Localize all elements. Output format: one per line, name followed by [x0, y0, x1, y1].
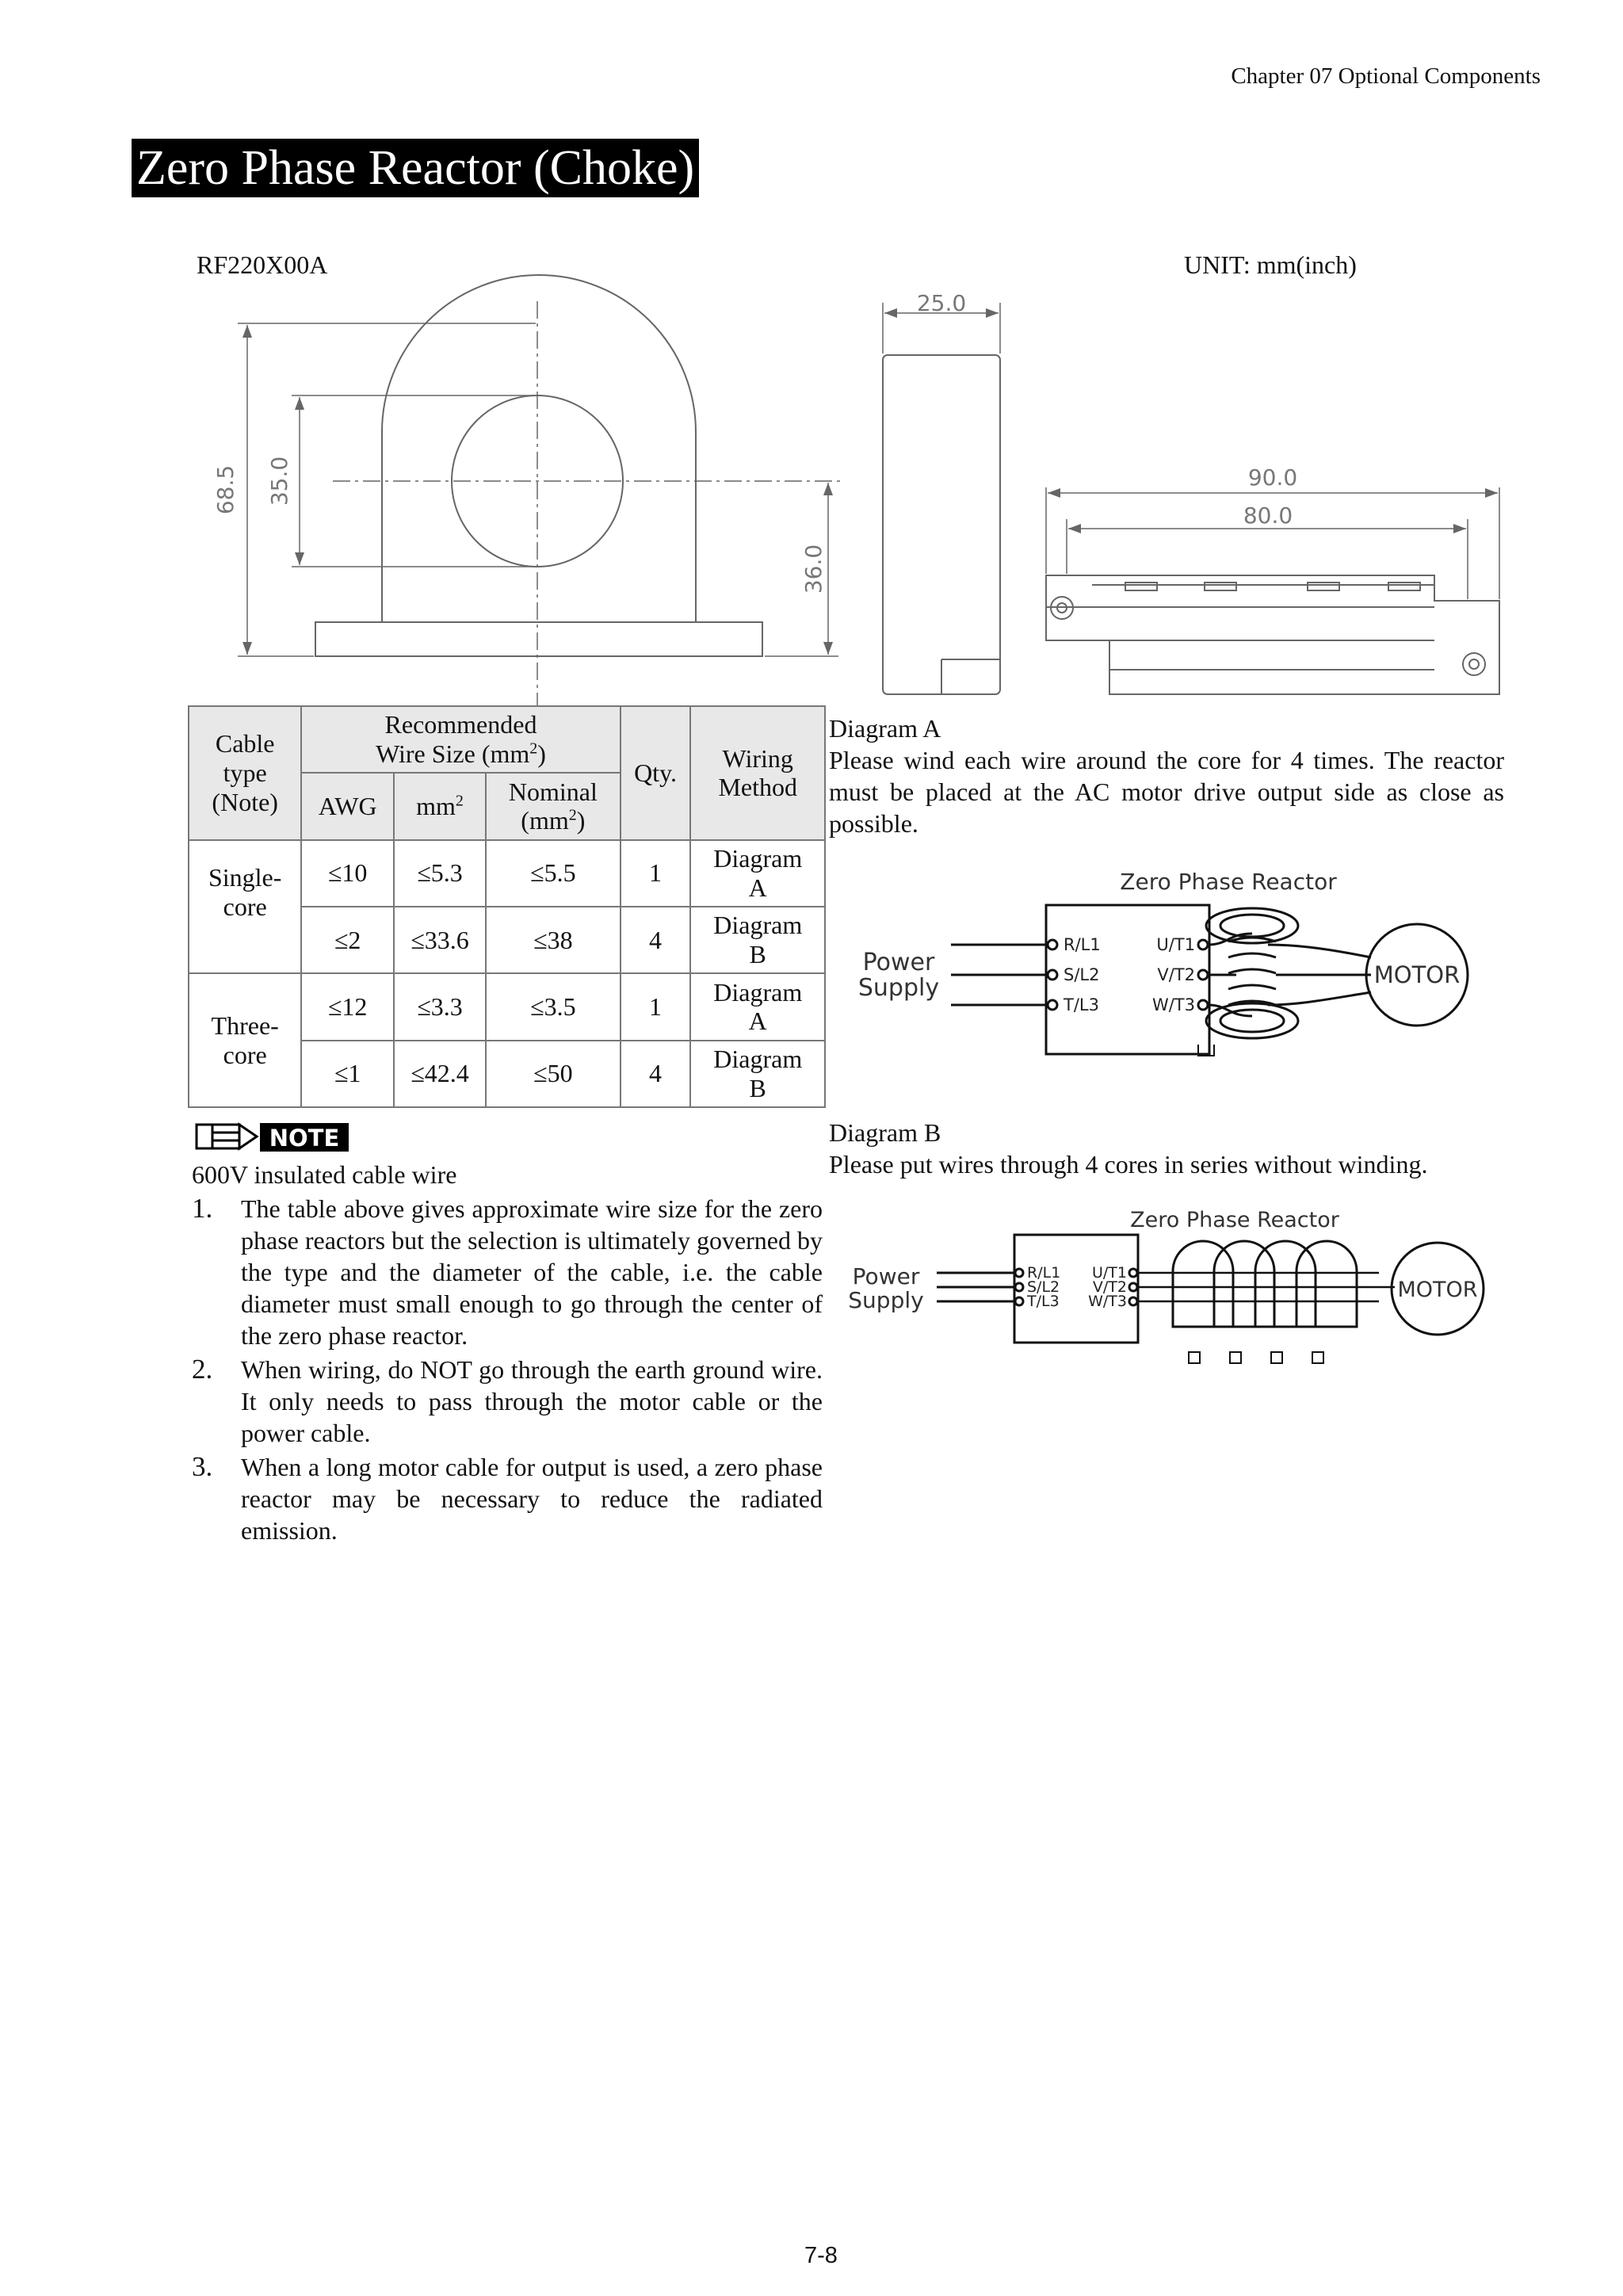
svg-text:U/T1: U/T1 [1156, 935, 1195, 954]
header-recommended-wire-size: Recommended Wire Size $(mm^2)$ [301, 706, 620, 773]
wire-size-table [188, 705, 826, 1108]
svg-text:U/T1: U/T1 [1091, 1264, 1127, 1282]
awg-cell: ≤12 [301, 973, 394, 1040]
list-item: 2. When wiring, do NOT go through the earth ground wire. It only needs to pass through the motor cable or the power cable. [192, 1354, 823, 1447]
dim-36-0: 36.0 [800, 544, 827, 594]
method-cell: Diagram B [690, 1041, 825, 1107]
dim-68-5: 68.5 [212, 464, 239, 515]
qty-cell: 4 [621, 907, 691, 973]
note-intro: 600V insulated cable wire [192, 1160, 457, 1189]
nominal-cell: ≤50 [486, 1041, 621, 1107]
model-number: RF220X00A [197, 250, 328, 279]
svg-text:Power: Power [862, 949, 935, 976]
awg-cell: ≤2 [301, 907, 394, 973]
mm2-cell: ≤42.4 [394, 1041, 486, 1107]
dim-35-0: 35.0 [266, 456, 292, 506]
dimension-drawing [0, 0, 1623, 713]
unit-label: UNIT: mm(inch) [1184, 250, 1357, 279]
chapter-header: Chapter 07 Optional Components [1231, 63, 1541, 89]
qty-cell: 1 [621, 973, 691, 1040]
dim-80-0: 80.0 [1243, 502, 1293, 529]
cable-type-cell: Three- core [189, 973, 301, 1107]
svg-text:S/L2: S/L2 [1064, 965, 1100, 984]
method-cell: Diagram A [690, 973, 825, 1040]
note-list [192, 1193, 823, 1549]
motor-label: MOTOR [1373, 961, 1461, 988]
header-awg: AWG [301, 773, 394, 839]
mm2-cell: ≤33.6 [394, 907, 486, 973]
svg-text:S/L2: S/L2 [1027, 1278, 1060, 1296]
svg-text:W/T3: W/T3 [1088, 1293, 1127, 1310]
svg-text:Power: Power [852, 1263, 920, 1289]
svg-text:Supply: Supply [848, 1287, 924, 1313]
motor-label: MOTOR [1397, 1278, 1478, 1302]
page-number: 7-8 [804, 2243, 838, 2268]
header-mm2: $mm^2$ [394, 773, 486, 839]
dim-25-0: 25.0 [916, 290, 967, 316]
header-cable-type: Cable type (Note) [189, 706, 301, 840]
svg-text:T/L3: T/L3 [1064, 995, 1099, 1014]
diagram-b-caption: Diagram B Please put wires through 4 cores in series without winding. [829, 1118, 1428, 1179]
method-cell: Diagram A [690, 840, 825, 907]
pencil-icon [197, 1125, 257, 1148]
header-wiring-method: Wiring Method [690, 706, 825, 840]
awg-cell: ≤10 [301, 840, 394, 907]
list-item: 1. The table above gives approximate wire size for the zero phase reactors but the selection is ultimately governed by the type and the diameter of the cable, i.e. the cable diameter must small enough to go through the center of the zero phase reactor. [192, 1193, 823, 1350]
header-qty: Qty. [621, 706, 691, 840]
header-nominal: Nominal $(mm^2)$ [486, 773, 621, 839]
list-item: 3. When a long motor cable for output is used, a zero phase reactor may be necessary to reduce the radiated emission. [192, 1451, 823, 1545]
diagram-a-caption: Diagram A Please wind each wire around the core for 4 times. The reactor must be placed at the AC motor drive output side as close as possible. [829, 714, 1504, 838]
svg-text:R/L1: R/L1 [1027, 1264, 1061, 1282]
nominal-cell: ≤3.5 [486, 973, 621, 1040]
mm2-cell: ≤3.3 [394, 973, 486, 1040]
qty-cell: 1 [621, 840, 691, 907]
note-badge [193, 1120, 352, 1155]
nominal-cell: ≤5.5 [486, 840, 621, 907]
mm2-cell: ≤5.3 [394, 840, 486, 907]
diagram-a [856, 862, 1506, 1092]
page-title: Zero Phase Reactor (Choke) [132, 139, 699, 197]
svg-text:W/T3: W/T3 [1151, 995, 1195, 1014]
cable-type-cell: Single- core [189, 840, 301, 974]
svg-text:Zero Phase Reactor: Zero Phase Reactor [1130, 1208, 1339, 1232]
svg-text:V/T2: V/T2 [1092, 1278, 1127, 1296]
svg-text:R/L1: R/L1 [1064, 935, 1101, 954]
svg-text:Supply: Supply [857, 974, 940, 1002]
svg-text:Zero Phase Reactor: Zero Phase Reactor [1120, 869, 1337, 895]
svg-text:T/L3: T/L3 [1027, 1293, 1060, 1310]
diagram-b [848, 1200, 1490, 1382]
svg-text:V/T2: V/T2 [1157, 965, 1195, 984]
table-row [189, 973, 825, 1040]
dim-90-0: 90.0 [1247, 464, 1298, 491]
table-row [189, 840, 825, 907]
nominal-cell: ≤38 [486, 907, 621, 973]
method-cell: Diagram B [690, 907, 825, 973]
qty-cell: 4 [621, 1041, 691, 1107]
awg-cell: ≤1 [301, 1041, 394, 1107]
svg-text:NOTE: NOTE [269, 1125, 340, 1152]
